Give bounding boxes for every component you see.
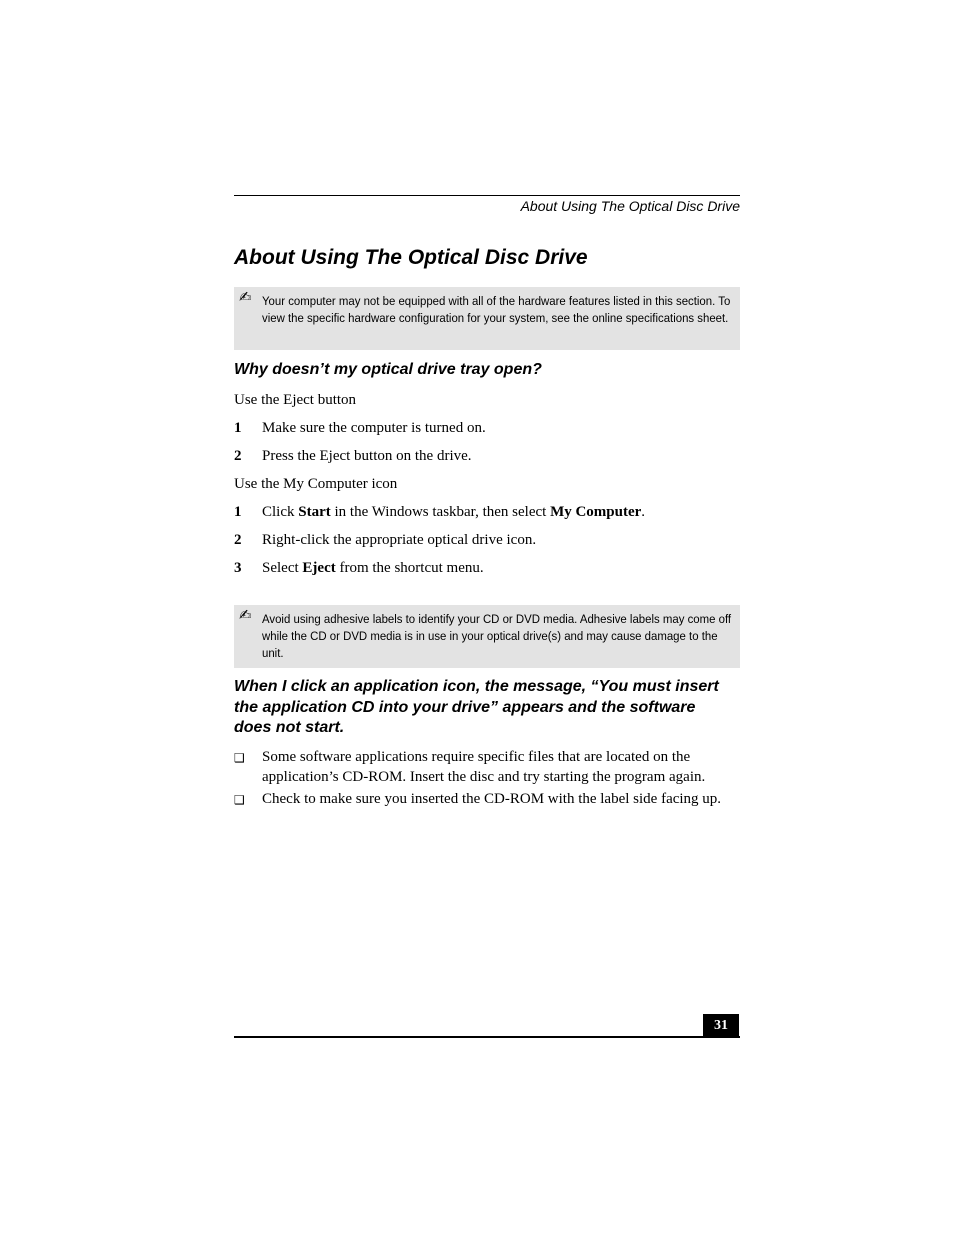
step-text-part: in the Windows taskbar, then select <box>330 504 551 520</box>
note-box-hardware <box>234 287 740 350</box>
note-text: Your computer may not be equipped with all of the hardware features listed in this section. To view the specific hardware configuration for your system, see the online specifications sheet. <box>262 294 731 326</box>
note-text: Avoid using adhesive labels to identify your CD or DVD media. Adhesive labels may come off while the CD or DVD media is in use in your optical drive(s) and may cause damage to the unit. <box>262 612 732 661</box>
checkbox-bullet-icon: ❑ <box>234 751 245 765</box>
method-label-my-computer: Use the My Computer icon <box>234 476 398 492</box>
section-heading-tray: Why doesn’t my optical drive tray open? <box>234 361 542 378</box>
note-box-adhesive-labels <box>234 605 740 668</box>
step-text-part: Click <box>262 504 299 520</box>
step-text-part: . <box>641 504 646 520</box>
method-label-eject: Use the Eject button <box>234 392 357 408</box>
list-item-text: Some software applications require specific files that are located on the application’s CD-ROM. Insert the disc and try starting the program again. <box>262 749 706 785</box>
step-number: 1 <box>234 420 242 436</box>
step-number: 2 <box>234 448 242 464</box>
step-text-part: from the shortcut menu. <box>335 560 484 576</box>
step-number: 2 <box>234 532 242 548</box>
step-text: Press the Eject button on the drive. <box>262 448 472 464</box>
list-item-text: Check to make sure you inserted the CD-ROM with the label side facing up. <box>262 791 722 807</box>
running-header: About Using The Optical Disc Drive <box>520 198 740 214</box>
step-text: Right-click the appropriate optical drive icon. <box>262 532 537 548</box>
ui-term-start: Start <box>298 504 331 520</box>
step-text <box>262 559 484 577</box>
step-text: Make sure the computer is turned on. <box>262 420 486 436</box>
ui-term-eject: Eject <box>302 560 336 576</box>
step-number: 3 <box>234 560 242 576</box>
ui-term-my-computer: My Computer <box>550 504 642 520</box>
page-title: About Using The Optical Disc Drive <box>234 246 588 269</box>
step-number: 1 <box>234 504 242 520</box>
pencil-note-icon: ✍ <box>239 606 252 624</box>
step-text <box>262 503 645 521</box>
step-text-part: Select <box>262 560 303 576</box>
page-number: 31 <box>703 1014 739 1037</box>
pencil-note-icon: ✍ <box>239 288 252 306</box>
section-heading-insert-cd: When I click an application icon, the message, “You must insert the application CD into your drive” appears and the software does not start. <box>234 678 719 736</box>
footer-rule <box>234 1036 740 1038</box>
checkbox-bullet-icon: ❑ <box>234 793 245 807</box>
header-rule <box>234 195 740 196</box>
